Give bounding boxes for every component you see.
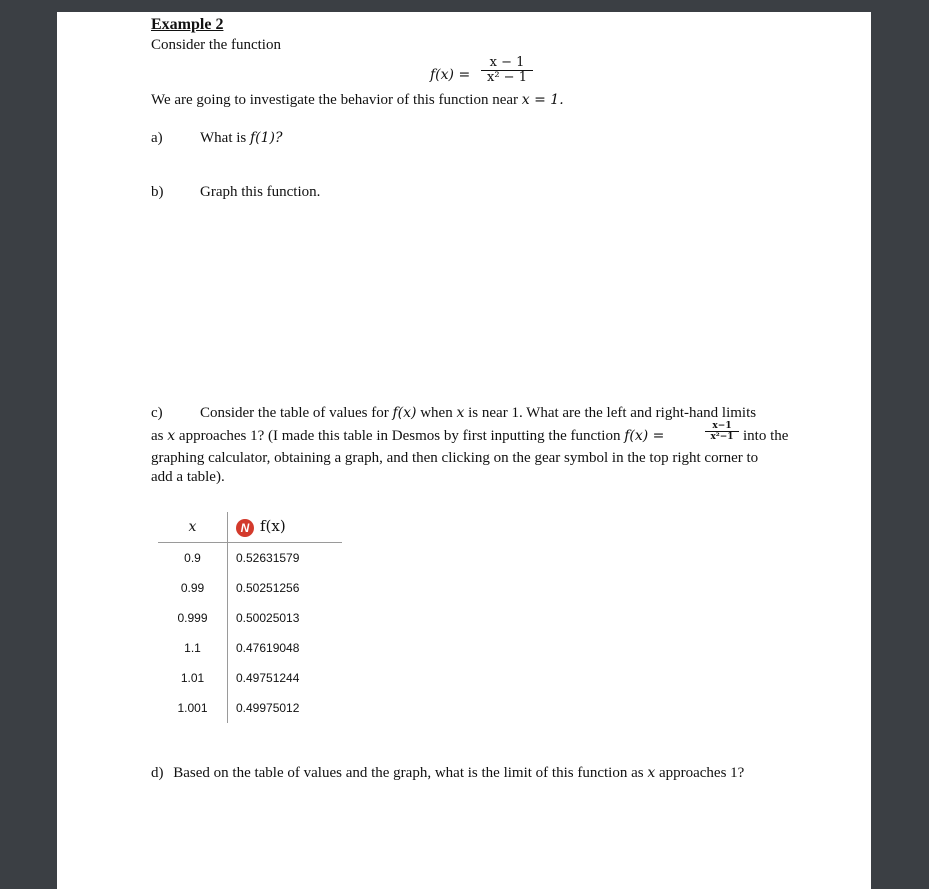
- investigate-text: [151, 91, 564, 109]
- table-cell-fx: 0.47619048: [228, 633, 343, 663]
- part-d-label: d): [151, 765, 164, 781]
- table-row: [158, 663, 342, 693]
- table-cell-x: 0.99: [180, 581, 205, 595]
- part-c-line1: [200, 404, 756, 422]
- part-b-text: Graph this function.: [200, 184, 321, 200]
- table-header-x: x: [158, 512, 228, 543]
- part-c-line1-post: is near 1. What are the left and right-hand limits: [468, 405, 757, 421]
- equation-fraction: [481, 56, 533, 85]
- part-c-line2-x: x: [167, 428, 176, 444]
- part-c-line2-pre: as: [151, 428, 164, 444]
- part-c-line3: graphing calculator, obtaining a graph, and then clicking on the gear symbol in the top right corner to: [151, 450, 759, 466]
- part-c-inline-fraction: [705, 421, 739, 442]
- document-page: [57, 12, 871, 889]
- part-c-line4: add a table).: [151, 469, 225, 485]
- part-a-question: [200, 129, 283, 147]
- part-c-label: c): [151, 405, 163, 421]
- table-cell-x: 1.1: [184, 641, 201, 655]
- table-cell-x: 0.9: [184, 551, 201, 565]
- viewer-toolbar: [0, 0, 929, 12]
- table-header-fx: [228, 512, 343, 543]
- part-c-line1-x: x: [456, 405, 465, 421]
- part-c-line2-post: into the: [743, 428, 789, 444]
- table-row: [158, 603, 342, 633]
- fx-header-label: f(x): [260, 517, 286, 536]
- table-row: [158, 693, 342, 723]
- table-row: [158, 543, 342, 574]
- table-cell-fx: 0.49975012: [228, 693, 343, 723]
- equation-denominator: x² − 1: [487, 70, 527, 85]
- part-d-math: x: [647, 765, 656, 781]
- table-header-row: [158, 512, 342, 543]
- part-c-line2-fx: f(x) =: [624, 428, 665, 444]
- part-c-line1-fx: f(x): [392, 405, 417, 421]
- table-cell-fx: 0.49751244: [228, 663, 343, 693]
- investigate-math: x = 1.: [521, 92, 564, 108]
- table-row: [158, 573, 342, 603]
- table-row: [158, 633, 342, 663]
- part-a-label: a): [151, 130, 163, 146]
- part-a-math: f(1)?: [250, 130, 283, 146]
- part-c-line2: [151, 427, 664, 445]
- table-cell-fx: 0.52631579: [228, 543, 343, 574]
- intro-text: Consider the function: [151, 37, 281, 53]
- page-title: Example 2: [151, 16, 224, 33]
- part-c-line2-mid: approaches 1? (I made this table in Desmos by first inputting the function: [178, 428, 621, 444]
- table-cell-x: 1.001: [177, 701, 208, 715]
- part-c-line1-mid: when: [420, 405, 453, 421]
- investigate-prefix: We are going to investigate the behavior of this function near: [151, 92, 519, 108]
- desmos-n-icon: N: [236, 519, 254, 537]
- equation-lhs: f(x) =: [430, 67, 471, 83]
- table-cell-fx: 0.50025013: [228, 603, 343, 633]
- table-cell-x: 0.999: [177, 611, 208, 625]
- table-cell-fx: 0.50251256: [228, 573, 343, 603]
- part-a-text: What is: [200, 130, 247, 146]
- part-d-text: Based on the table of values and the graph, what is the limit of this function as: [173, 765, 644, 781]
- inline-denominator: x²−1: [710, 432, 734, 442]
- part-d-post: approaches 1?: [658, 765, 745, 781]
- inline-numerator: x−1: [712, 421, 732, 431]
- table-cell-x: 1.01: [180, 671, 205, 685]
- part-d-question: [151, 764, 744, 782]
- part-c-line1-pre: Consider the table of values for: [200, 405, 389, 421]
- part-b-label: b): [151, 184, 164, 200]
- equation-numerator: x − 1: [489, 55, 525, 70]
- values-table: [158, 512, 342, 723]
